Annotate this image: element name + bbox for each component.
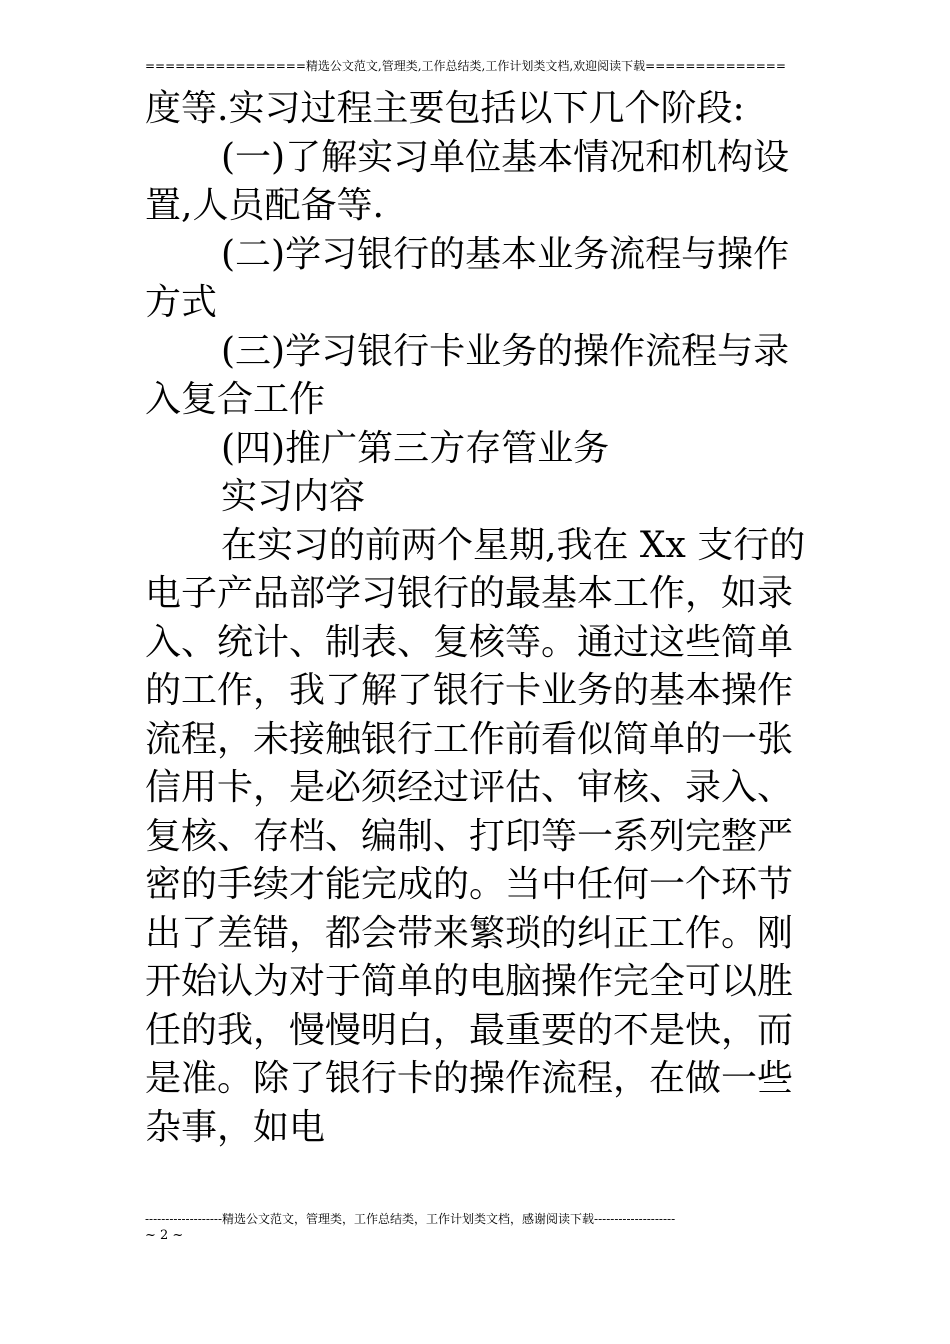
document-body <box>145 85 810 1152</box>
paragraph-stage-2: (二)学习银行的基本业务流程与操作方式 <box>145 233 790 323</box>
paragraph-stage-1: (一)了解实习单位基本情况和机构设置,人员配备等. <box>145 136 790 226</box>
paragraph-stage-3: (三)学习银行卡业务的操作流程与录入复合工作 <box>145 330 790 420</box>
page-footer-banner: -------------------精选公文范文，管理类，工作总结类，工作计划类文档，感谢阅读下载-------------------- <box>145 1212 676 1226</box>
paragraph-intro: 度等.实习过程主要包括以下几个阶段: <box>145 88 745 129</box>
paragraph-stage-4: (四)推广第三方存管业务 <box>221 427 610 469</box>
page-number: ~ 2 ~ <box>145 1228 184 1243</box>
section-heading: 实习内容 <box>221 476 366 517</box>
paragraph-content: 在实习的前两个星期,我在 Xx 支行的电子产品部学习银行的最基本工作，如录入、统计、制表、复核等。通过这些简单的工作，我了解了银行卡业务的基本操作流程，未接触银行工作前看似简单的一张信用卡，是必须经过评估、审核、录入、复核、存档、编制、打印等一系列完整严密的手续才能完成的。当中任何一个环节出了差错，都会带来繁琐的纠正工作。刚开始认为对于简单的电脑操作完全可以胜任的我，慢慢明白，最重要的不是快，而是准。除了银行卡的操作流程，在做一些杂事，如电 <box>145 524 806 1148</box>
page-header-banner: ================精选公文范文,管理类,工作总结类,工作计划类文档,欢迎阅读下载============== <box>145 59 786 73</box>
